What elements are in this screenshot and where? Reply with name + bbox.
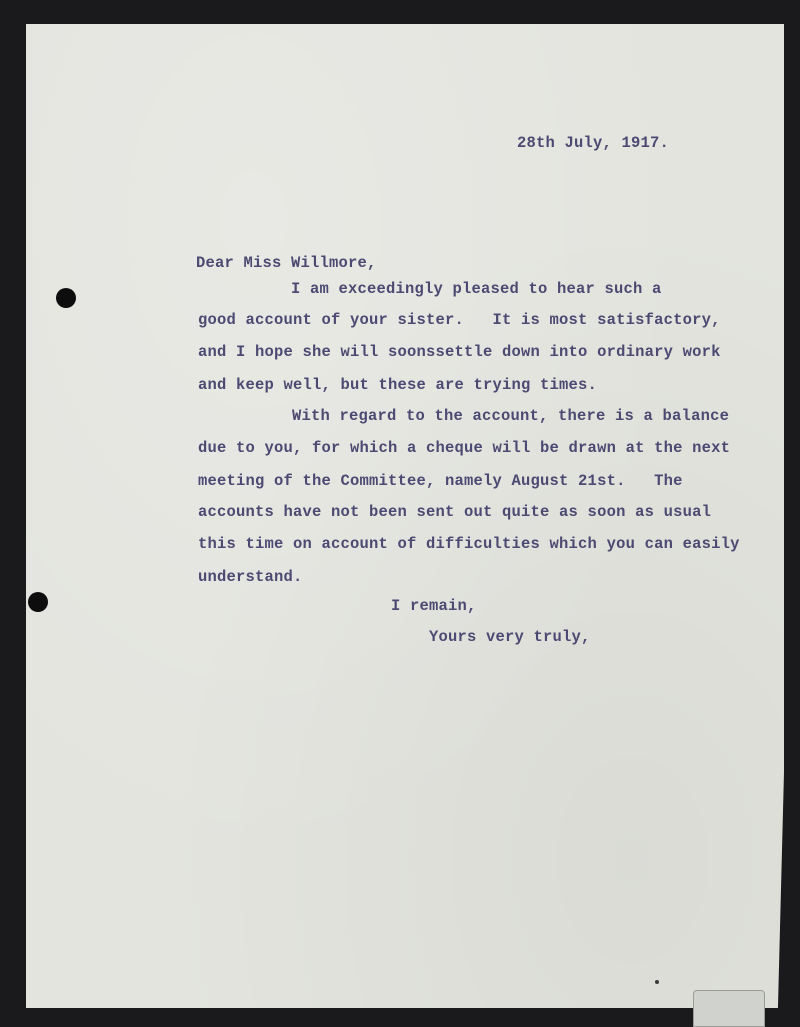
letter-date: 28th July, 1917. bbox=[517, 134, 670, 152]
ink-speck bbox=[655, 980, 659, 984]
body-line-3: and I hope she will soonssettle down into ordinary work bbox=[198, 343, 721, 361]
clip-tab bbox=[693, 990, 765, 1027]
body-line-4: and keep well, but these are trying times. bbox=[198, 376, 598, 394]
body-line-2: good account of your sister. It is most satisfactory, bbox=[198, 311, 721, 329]
body-line-9: this time on account of difficulties which you can easily bbox=[198, 535, 740, 553]
body-line-6: due to you, for which a cheque will be drawn at the next bbox=[198, 439, 731, 457]
punch-hole-bottom bbox=[28, 592, 48, 612]
body-line-5: With regard to the account, there is a balance bbox=[292, 407, 730, 425]
body-line-1: I am exceedingly pleased to hear such a bbox=[291, 280, 662, 298]
body-line-7: meeting of the Committee, namely August 21st. The bbox=[198, 472, 683, 490]
closing-signoff: Yours very truly, bbox=[429, 628, 591, 646]
body-line-8: accounts have not been sent out quite as soon as usual bbox=[198, 503, 712, 521]
body-line-10: understand. bbox=[198, 568, 303, 586]
punch-hole-top bbox=[56, 288, 76, 308]
salutation: Dear Miss Willmore, bbox=[196, 254, 377, 272]
closing-line: I remain, bbox=[391, 597, 477, 615]
